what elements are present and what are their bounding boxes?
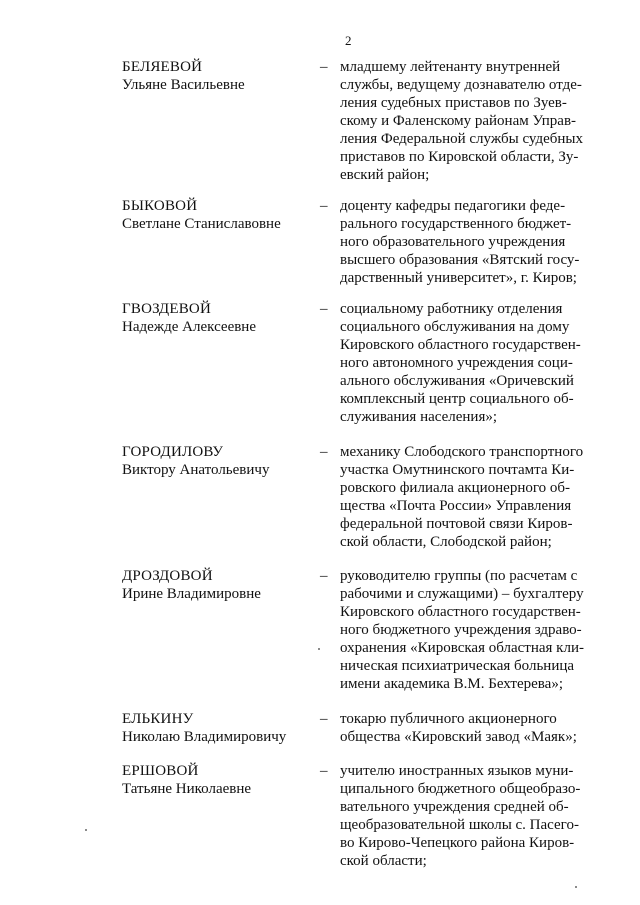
scan-speck: [85, 829, 87, 831]
recipient-surname: ГВОЗДЕВОЙ: [122, 301, 211, 317]
position-line: щества «Почта России» Управления: [340, 498, 572, 514]
recipient-name: [122, 58, 312, 94]
position-line: ской области;: [340, 853, 427, 869]
recipient-position: [340, 58, 592, 184]
position-line: учителю иностранных языков муни-: [340, 763, 574, 779]
position-line: приставов по Кировской области, Зу-: [340, 149, 579, 165]
entry-dash: –: [320, 198, 328, 214]
recipient-given-names: Ирине Владимировне: [122, 586, 261, 602]
position-line: высшего образования «Вятский госу-: [340, 252, 580, 268]
entry-dash: –: [320, 763, 328, 779]
recipient-name: [122, 300, 312, 336]
position-line: общества «Кировский завод «Маяк»;: [340, 729, 577, 745]
recipient-position: [340, 443, 592, 551]
position-line: ления Федеральной службы судебных: [340, 131, 583, 147]
entry-dash: –: [320, 59, 328, 75]
position-line: доценту кафедры педагогики феде-: [340, 198, 566, 214]
recipient-position: [340, 197, 592, 287]
position-line: охранения «Кировская областная кли-: [340, 640, 584, 656]
position-line: ного образовательного учреждения: [340, 234, 566, 250]
entry-dash: –: [320, 568, 328, 584]
position-line: ципального бюджетного общеобразо-: [340, 781, 581, 797]
entry-dash: –: [320, 301, 328, 317]
position-line: рабочими и служащими) – бухгалтеру: [340, 586, 584, 602]
recipient-given-names: Татьяне Николаевне: [122, 781, 252, 797]
position-line: ской области, Слободской район;: [340, 534, 552, 550]
recipient-position: [340, 300, 592, 426]
position-line: Кировского областного государствен-: [340, 337, 581, 353]
recipient-given-names: Виктору Анатольевичу: [122, 462, 270, 478]
entry-dash: –: [320, 444, 328, 460]
position-line: руководителю группы (по расчетам с: [340, 568, 578, 584]
position-line: ления судебных приставов по Зуев-: [340, 95, 567, 111]
recipient-position: [340, 710, 592, 746]
recipient-surname: ЕЛЬКИНУ: [122, 711, 194, 727]
position-line: имени академика В.М. Бехтерева»;: [340, 676, 564, 692]
entry-dash: –: [320, 711, 328, 727]
scan-speck: [318, 648, 320, 650]
recipient-position: [340, 567, 592, 693]
position-line: комплексный центр социального об-: [340, 391, 574, 407]
recipient-surname: ДРОЗДОВОЙ: [122, 568, 213, 584]
recipient-name: [122, 197, 312, 233]
recipient-surname: ЕРШОВОЙ: [122, 763, 199, 779]
position-line: младшему лейтенанту внутренней: [340, 59, 561, 75]
recipient-name: [122, 443, 312, 479]
scan-speck: [575, 886, 577, 888]
position-line: токарю публичного акционерного: [340, 711, 557, 727]
recipient-name: [122, 762, 312, 798]
position-line: во Кирово-Чепецкого района Киров-: [340, 835, 575, 851]
page-number: 2: [345, 33, 352, 48]
position-line: вательного учреждения средней об-: [340, 799, 569, 815]
position-line: скому и Фаленскому районам Управ-: [340, 113, 577, 129]
recipient-name: [122, 710, 312, 746]
position-line: ническая психиатрическая больница: [340, 658, 575, 674]
recipient-surname: БЕЛЯЕВОЙ: [122, 59, 203, 75]
position-line: рального государственного бюджет-: [340, 216, 572, 232]
position-line: ального обслуживания «Оричевский: [340, 373, 574, 389]
recipient-given-names: Ульяне Васильевне: [122, 77, 245, 93]
position-line: участка Омутнинского почтамта Ки-: [340, 462, 575, 478]
position-line: ного бюджетного учреждения здраво-: [340, 622, 582, 638]
position-line: дарственный университет», г. Киров;: [340, 270, 577, 286]
recipient-given-names: Светлане Станиславовне: [122, 216, 281, 232]
position-line: службы, ведущему дознавателю отде-: [340, 77, 582, 93]
recipient-given-names: Николаю Владимировичу: [122, 729, 287, 745]
position-line: Кировского областного государствен-: [340, 604, 581, 620]
position-line: ровского филиала акционерного об-: [340, 480, 571, 496]
recipient-name: [122, 567, 312, 603]
recipient-given-names: Надежде Алексеевне: [122, 319, 256, 335]
position-line: социальному работнику отделения: [340, 301, 563, 317]
recipient-position: [340, 762, 592, 870]
position-line: ного автономного учреждения соци-: [340, 355, 573, 371]
recipient-surname: ГОРОДИЛОВУ: [122, 444, 224, 460]
position-line: служивания населения»;: [340, 409, 498, 425]
position-line: щеобразовательной школы с. Пасего-: [340, 817, 579, 833]
position-line: социального обслуживания на дому: [340, 319, 570, 335]
position-line: федеральной почтовой связи Киров-: [340, 516, 573, 532]
recipient-surname: БЫКОВОЙ: [122, 198, 198, 214]
position-line: механику Слободского транспортного: [340, 444, 584, 460]
position-line: евский район;: [340, 167, 430, 183]
